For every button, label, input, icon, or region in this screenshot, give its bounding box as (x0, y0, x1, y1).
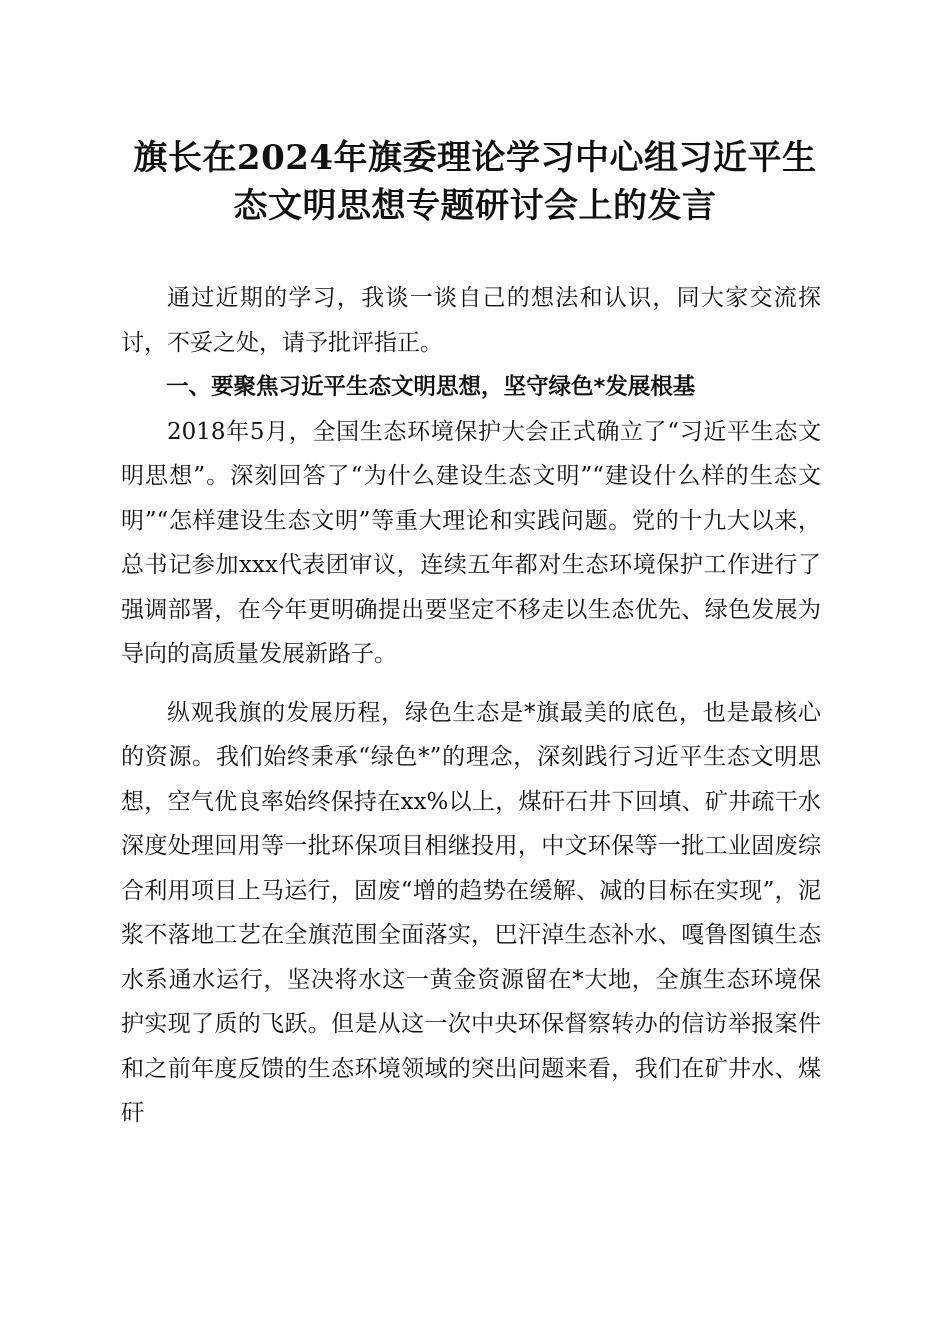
body-paragraph: 纵观我旗的发展历程，绿色生态是*旗最美的底色，也是最核心的资源。我们始终秉承“绿色*”的理念，深刻践行习近平生态文明思想，空气优良率始终保持在xx%以上，煤矸石井下回填、矿井疏干水深度处理回用等一批环保项目相继投用，中文环保等一批工业固废综合利用项目上马运行，固废“增的趋势在缓解、减的目标在实现”，泥浆不落地工艺在全旗范围全面落实，巴汗淖生态补水、嘎鲁图镇生态水系通水运行，坚决将水这一黄金资源留在*大地，全旗生态环境保护实现了质的飞跃。但是从这一次中央环保督察转办的信访举报案件和之前年度反馈的生态环境领域的突出问题来看，我们在矿井水、煤矸 (121, 699, 821, 1126)
document-title (110, 134, 840, 230)
intro-paragraph: 通过近期的学习，我谈一谈自己的想法和认识，同大家交流探讨，不妥之处，请予批评指正。 (121, 285, 821, 356)
title-line-2: 态文明思想专题研讨会上的发言 (233, 186, 717, 226)
title-line-1: 旗长在2024年旗委理论学习中心组习近平生 (133, 138, 817, 178)
body-paragraph: 2018年5月，全国生态环境保护大会正式确立了“习近平生态文明思想”。深刻回答了“为什么建设生态文明”“建设什么样的生态文明”“怎样建设生态文明”等重大理论和实践问题。党的十九大以来，总书记参加xxx代表团审议，连续五年都对生态环境保护工作进行了强调部署，在今年更明确提出要坚定不移走以生态优先、绿色发展为导向的高质量发展新路子。 (121, 418, 821, 667)
section-heading: 一、要聚焦习近平生态文明思想，坚守绿色*发展根基 (166, 374, 696, 400)
document-body (121, 276, 821, 1136)
